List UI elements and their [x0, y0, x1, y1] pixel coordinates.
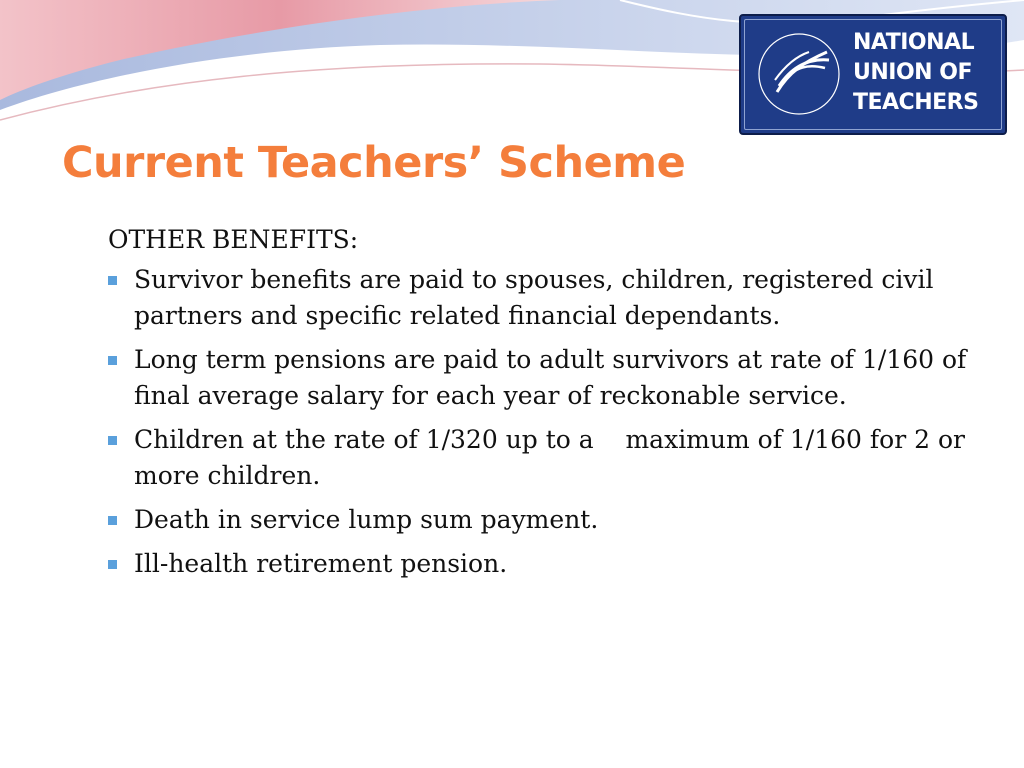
list-item — [106, 262, 986, 334]
bullet-list — [106, 262, 986, 582]
bullet-text: Survivor benefits are paid to spouses, children, registered civil partners and specific related financial dependants. — [134, 265, 934, 330]
section-heading: OTHER BENEFITS: — [108, 225, 359, 254]
logo-emblem-icon — [749, 22, 849, 122]
logo-line-3: TEACHERS — [853, 90, 979, 115]
square-bullet-icon — [108, 356, 117, 365]
square-bullet-icon — [108, 276, 117, 285]
bullet-text: Death in service lump sum payment. — [134, 505, 599, 534]
logo-line-2: UNION OF — [853, 60, 972, 85]
logo-line-1: NATIONAL — [853, 30, 975, 55]
list-item — [106, 422, 986, 494]
bullet-text: Children at the rate of 1/320 up to a maximum of 1/160 for 2 or more children. — [134, 425, 973, 490]
slide-body — [106, 222, 986, 590]
bullet-text: Long term pensions are paid to adult survivors at rate of 1/160 of final average salary for each year of reckonable service. — [134, 345, 967, 410]
list-item — [106, 546, 986, 582]
square-bullet-icon — [108, 436, 117, 445]
bullet-text: Ill-health retirement pension. — [134, 549, 508, 578]
logo-text — [853, 28, 978, 118]
slide-title: Current Teachers’ Scheme — [62, 138, 686, 188]
list-item — [106, 342, 986, 414]
list-item — [106, 502, 986, 538]
nut-logo — [739, 14, 1007, 135]
square-bullet-icon — [108, 516, 117, 525]
square-bullet-icon — [108, 560, 117, 569]
